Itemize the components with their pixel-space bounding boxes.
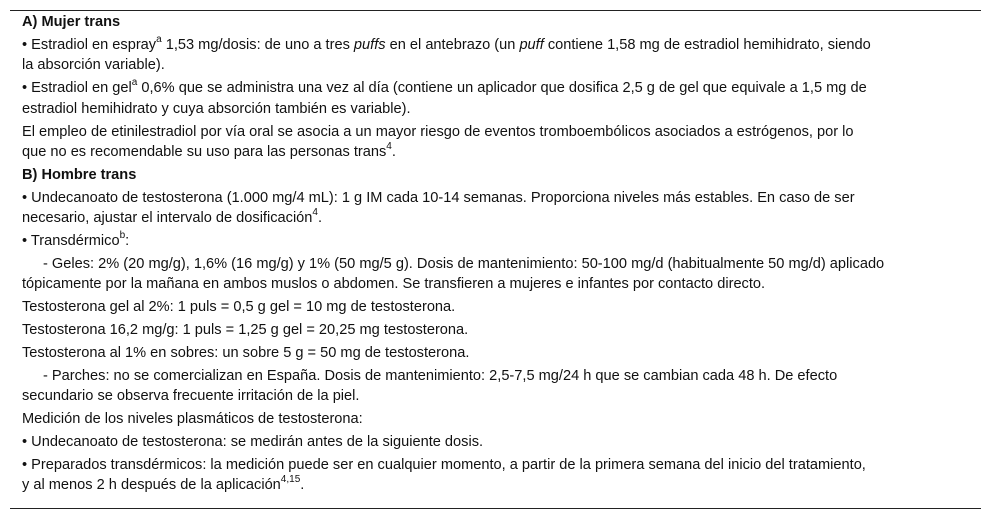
undecanoate-line-1: • Undecanoato de testosterona (1.000 mg/4 mL): 1 g IM cada 10-14 semanas. Proporciona niveles más estables. En caso de ser [22,189,855,206]
measurement-transdermal-line-1: • Preparados transdérmicos: la medición puede ser en cualquier momento, a partir de la primera semana del inicio del tratamiento, [22,456,866,473]
testosterone-gel-16mg: Testosterona 16,2 mg/g: 1 puls = 1,25 g gel = 20,25 mg testosterona. [22,322,469,338]
measurement-undecanoate: • Undecanoato de testosterona: se medirán antes de la siguiente dosis. [22,433,484,450]
estradiol-spray-line-2: la absorción variable). [22,57,165,74]
measurement-transdermal-line-2: y al menos 2 h después de la aplicación$^{4,15}$. [22,474,305,494]
transdermal-label: • Transdérmico$^b$: [22,230,130,250]
ethinylestradiol-line-1: El empleo de etinilestradiol por vía oral se asocia a un mayor riesgo de eventos tromboembólicos asociados a estrógenos, por lo [22,123,854,140]
estradiol-spray-line-1: • Estradiol en espray$^a$ 1,53 mg/dosis: de uno a tres puffs en el antebrazo (un puff contiene 1,58 mg de estradiol hemihidrato, siendo [22,33,871,53]
table-cell [22,12,957,496]
estradiol-gel-line-1: • Estradiol en gel$^a$ 0,6% que se administra una vez al día (contiene un aplicador que dosifica 2,5 g de gel que equivale a 1,5 mg de [22,77,867,97]
gels-line-2: tópicamente por la mañana en ambos muslos o abdomen. Se transfieren a mujeres e infantes por contacto directo. [22,276,766,293]
testosterone-gel-2pct: Testosterona gel al 2%: 1 puls = 0,5 g gel = 10 mg de testosterona. [22,299,456,316]
gels-line-1: - Geles: 2% (20 mg/g), 1,6% (16 mg/g) y 1% (50 mg/5 g). Dosis de mantenimiento: 50-100 mg/d (habitualmente 50 mg/d) aplicado [43,255,885,272]
testosterone-sachet-1pct: Testosterona al 1% en sobres: un sobre 5 g = 50 mg de testosterona. [22,344,470,361]
patches-line-1: - Parches: no se comercializan en España. Dosis de mantenimiento: 2,5-7,5 mg/24 h que se cambian cada 48 h. De efecto [43,367,838,384]
section-b-heading: B) Hombre trans [22,166,137,183]
undecanoate-line-2: necesario, ajustar el intervalo de dosificación$^4$. [22,207,323,227]
section-a-heading: A) Mujer trans [22,14,121,30]
ethinylestradiol-line-2: que no es recomendable su uso para las personas trans$^4$. [22,141,396,161]
estradiol-gel-line-2: estradiol hemihidrato y cuya absorción también es variable). [22,100,411,117]
plasma-measurement-heading: Medición de los niveles plasmáticos de testosterona: [22,410,363,427]
patches-line-2: secundario se observa frecuente irritación de la piel. [22,388,360,405]
